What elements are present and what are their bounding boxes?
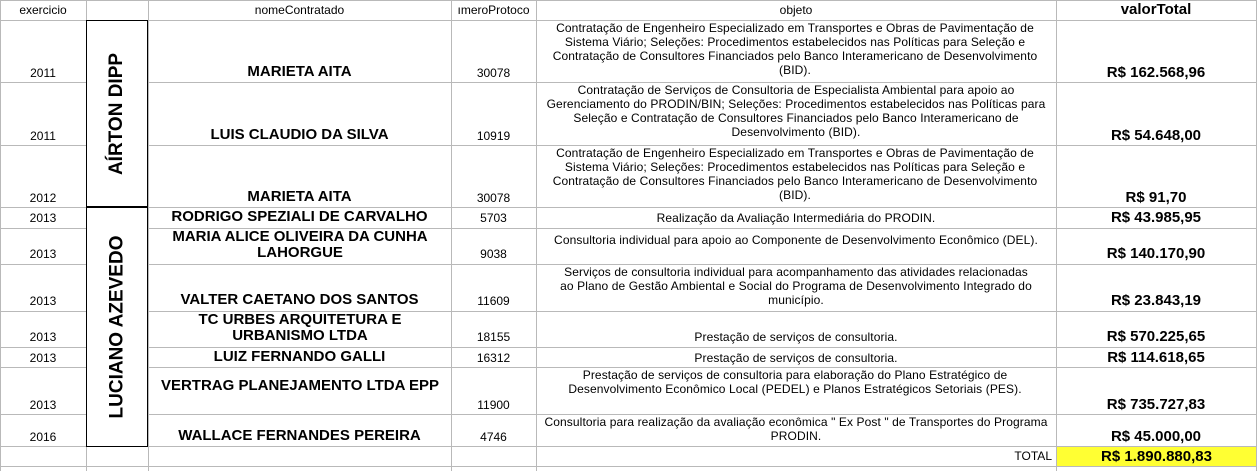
cell-exercicio[interactable]: 2011 [30, 129, 56, 143]
group-label[interactable] [86, 207, 148, 447]
header-objeto[interactable]: objeto [779, 3, 813, 17]
cell-protocolo[interactable]: 30078 [476, 191, 511, 205]
cell-exercicio[interactable]: 2012 [29, 191, 57, 205]
cell-objeto[interactable]: Contratação de Engenheiro Especializado em Transportes e Obras de Pavimentação de Sistema Viário; Seleções: Procedimentos estabelecidos nas Políticas para Seleção e Contratação de Consultores Financiados pelo Banco Interamericano de Desenvolvimento (BID). [552, 146, 1038, 202]
cell-protocolo[interactable]: 30078 [476, 66, 511, 80]
cell-valor[interactable]: R$ 570.225,65 [1106, 328, 1206, 345]
cell-valor[interactable]: R$ 140.170,90 [1106, 245, 1206, 262]
cell-nome[interactable]: MARIETA AITA [247, 189, 352, 205]
cell-protocolo[interactable]: 4746 [480, 430, 507, 444]
cell-valor[interactable]: R$ 91,70 [1125, 189, 1187, 206]
group-label[interactable] [86, 20, 148, 207]
cell-objeto[interactable]: Contratação de Engenheiro Especializado em Transportes e Obras de Pavimentação de Sistema Viário; Seleções: Procedimentos estabelecidos nas Políticas para Seleção e Contratação de Consultores Financiados pelo Banco Interamericano de Desenvolvimento (BID). [552, 21, 1038, 77]
group-label-text: AÍRTON DIPP [106, 52, 128, 175]
cell-valor[interactable]: R$ 45.000,00 [1110, 428, 1202, 445]
cell-protocolo[interactable]: 10919 [476, 129, 511, 143]
cell-exercicio[interactable]: 2011 [30, 66, 56, 80]
cell-nome[interactable]: TC URBES ARQUITETURA E URBANISMO LTDA [198, 312, 402, 344]
cell-protocolo[interactable]: 5703 [480, 211, 507, 225]
cell-objeto[interactable]: Serviços de consultoria individual para acompanhamento das atividades relacionadas ao Plano de Gestão Ambiental e Social do Programa de Desenvolvimento Integrado do município. [560, 265, 1032, 307]
cell-nome[interactable]: WALLACE FERNANDES PEREIRA [178, 428, 421, 444]
cell-exercicio[interactable]: 2013 [29, 211, 57, 225]
cell-exercicio[interactable]: 2013 [29, 398, 57, 412]
cell-valor[interactable]: R$ 162.568,96 [1106, 64, 1206, 81]
cell-nome[interactable]: RODRIGO SPEZIALI DE CARVALHO [171, 209, 428, 225]
cell-objeto[interactable]: Consultoria para realização da avaliação econômica " Ex Post " de Transportes do Programa PRODIN. [544, 415, 1048, 443]
header-nome-contratado[interactable]: nomeContratado [254, 3, 345, 17]
cell-protocolo[interactable]: 11609 [477, 294, 510, 308]
cell-valor[interactable]: R$ 735.727,83 [1106, 396, 1206, 413]
cell-objeto[interactable]: Prestação de serviços de consultoria para elaboração do Plano Estratégico de Desenvolvimento Econômico Local (PEDEL) e Planos Estratégicos Setoriais (PES). [568, 368, 1022, 396]
cell-valor[interactable]: R$ 23.843,19 [1110, 292, 1202, 309]
cell-valor[interactable]: R$ 43.985,95 [1110, 209, 1202, 226]
cell-objeto[interactable]: Realização da Avaliação Intermediária do PRODIN. [656, 211, 936, 225]
cell-exercicio[interactable]: 2013 [29, 351, 57, 365]
cell-exercicio[interactable]: 2016 [29, 430, 57, 444]
total-label[interactable]: TOTAL [1014, 449, 1052, 463]
cell-nome[interactable]: LUIZ FERNANDO GALLI [213, 349, 386, 365]
cell-valor[interactable]: R$ 54.648,00 [1110, 127, 1202, 144]
group-label-text: LUCIANO AZEVEDO [106, 235, 127, 419]
cell-valor[interactable]: R$ 114.618,65 [1107, 349, 1205, 366]
header-exercicio[interactable]: exercicio [19, 3, 67, 17]
cell-protocolo[interactable]: 9038 [480, 247, 507, 261]
cell-exercicio[interactable]: 2013 [29, 330, 57, 344]
cell-objeto[interactable]: Prestação de serviços de consultoria. [694, 351, 898, 365]
cell-protocolo[interactable]: 16312 [476, 351, 511, 365]
cell-nome[interactable]: MARIA ALICE OLIVEIRA DA CUNHA LAHORGUE [172, 229, 428, 261]
cell-objeto[interactable]: Contratação de Serviços de Consultoria de Especialista Ambiental para apoio ao Gerenciamento do PRODIN/BIN; Seleções: Procedimentos estabelecidos nas Políticas para Seleção e Contratação de Consultores Financiados pelo Banco Interamericano de Desenvolvimento (BID). [546, 83, 1046, 139]
cell-nome[interactable]: MARIETA AITA [247, 64, 352, 80]
cell-nome[interactable]: VALTER CAETANO DOS SANTOS [180, 292, 419, 308]
total-value[interactable]: R$ 1.890.880,83 [1057, 447, 1256, 466]
cell-exercicio[interactable]: 2013 [29, 247, 57, 261]
cell-protocolo[interactable]: 11900 [477, 398, 510, 412]
cell-nome[interactable]: LUIS CLAUDIO DA SILVA [210, 127, 389, 143]
cell-objeto[interactable]: Consultoria individual para apoio ao Componente de Desenvolvimento Econômico (DEL). [554, 233, 1038, 247]
cell-nome[interactable]: VERTRAG PLANEJAMENTO LTDA EPP [160, 378, 440, 394]
header-numero-protocolo[interactable]: ımeroProtoco [457, 3, 530, 17]
cell-exercicio[interactable]: 2013 [29, 294, 57, 308]
header-valor-total[interactable]: valorTotal [1120, 1, 1192, 18]
cell-protocolo[interactable]: 18155 [476, 330, 511, 344]
cell-objeto[interactable]: Prestação de serviços de consultoria. [694, 330, 898, 344]
